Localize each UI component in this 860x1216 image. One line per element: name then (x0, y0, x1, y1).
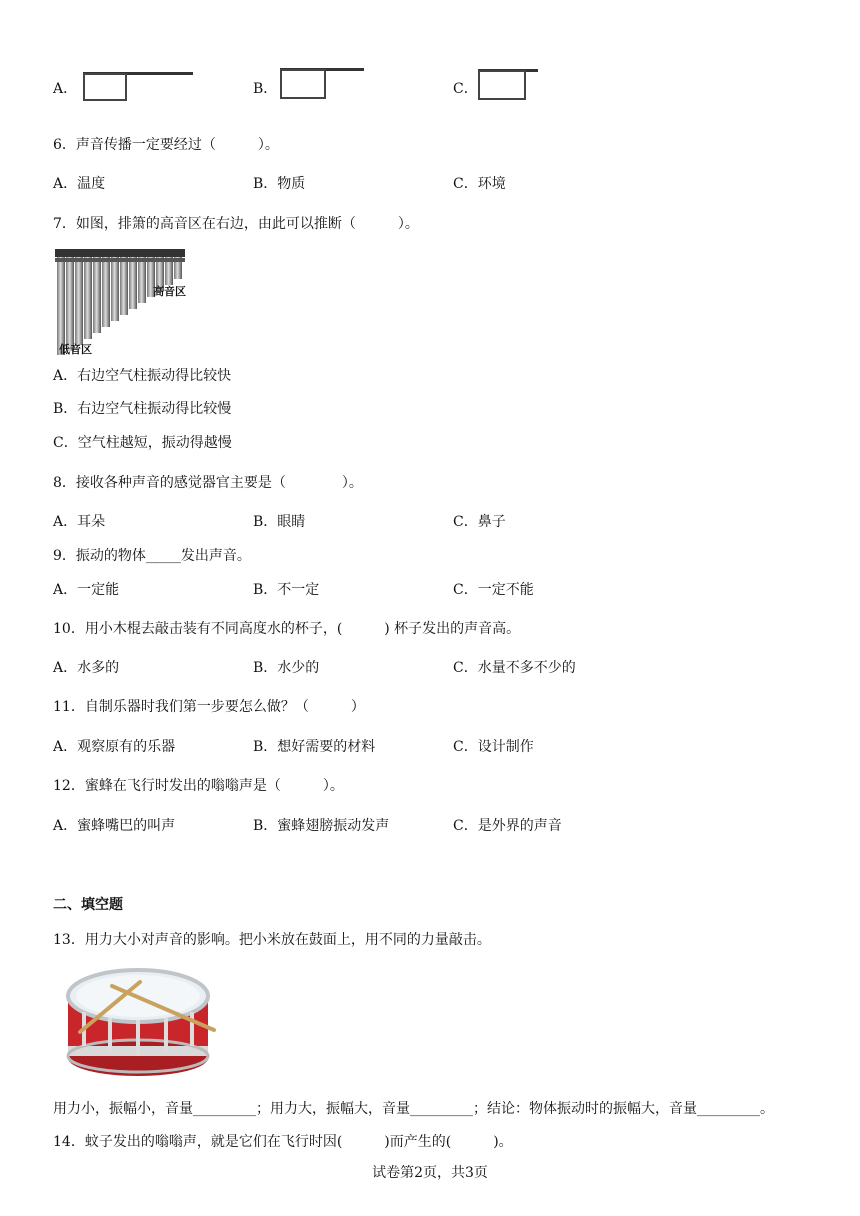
q12-option-c: C．是外界的声音 (453, 818, 562, 834)
q7-stem: 7．如图，排箫的高音区在右边，由此可以推断（ ）。 (53, 216, 419, 232)
drum-image (60, 960, 220, 1084)
section-title-fill-in: 二、填空题 (53, 897, 123, 913)
q12-option-a: A．蜜蜂嘴巴的叫声 (53, 818, 176, 834)
q5-option-c-figure (478, 69, 538, 101)
q9-option-c: C．一定不能 (453, 582, 534, 598)
q6-stem: 6．声音传播一定要经过（ ）。 (53, 137, 279, 153)
q5-option-a-figure (83, 70, 193, 102)
q8-stem: 8．接收各种声音的感觉器官主要是（ ）。 (53, 475, 363, 491)
q9-option-b: B．不一定 (253, 582, 320, 598)
q9-stem: 9．振动的物体_____发出声音。 (53, 548, 251, 564)
q10-option-c: C．水量不多不少的 (453, 660, 576, 676)
q8-option-b: B．眼睛 (253, 514, 306, 530)
q5-option-c-label: C． (453, 81, 478, 97)
q7-option-c: C．空气柱越短，振动得越慢 (53, 435, 232, 451)
q6-option-a: A．温度 (53, 176, 106, 192)
q8-option-c: C．鼻子 (453, 514, 506, 530)
q12-option-b: B．蜜蜂翅膀振动发声 (253, 818, 390, 834)
q11-option-c: C．设计制作 (453, 739, 534, 755)
q10-stem: 10．用小木棍去敲击装有不同高度水的杯子，( ) 杯子发出的声音高。 (53, 621, 521, 637)
q13-stem: 13．用力大小对声音的影响。把小米放在鼓面上，用不同的力量敲击。 (53, 932, 491, 948)
page-footer: 试卷第2页，共3页 (372, 1165, 488, 1181)
panpipe-high-label: 高音区 (153, 285, 186, 298)
q9-option-a: A．一定能 (53, 582, 120, 598)
q11-option-b: B．想好需要的材料 (253, 739, 376, 755)
q13-answer-line: 用力小，振幅小，音量_________；用力大，振幅大，音量_________；结论：物体振动时的振幅大，音量_________。 (53, 1101, 774, 1117)
q8-option-a: A．耳朵 (53, 514, 106, 530)
q6-option-b: B．物质 (253, 176, 306, 192)
q6-option-c: C．环境 (453, 176, 506, 192)
q7-option-b: B．右边空气柱振动得比较慢 (53, 401, 232, 417)
q5-option-b-figure (280, 68, 364, 100)
q5-option-b-label: B． (253, 81, 278, 97)
panpipe-image (55, 243, 195, 357)
q12-stem: 12．蜜蜂在飞行时发出的嗡嗡声是（ ）。 (53, 778, 344, 794)
panpipe-low-label: 低音区 (59, 343, 92, 356)
q11-stem: 11．自制乐器时我们第一步要怎么做？（ ） (53, 699, 365, 715)
q14-stem: 14．蚊子发出的嗡嗡声，就是它们在飞行时因( )而产生的( )。 (53, 1134, 513, 1150)
q7-option-a: A．右边空气柱振动得比较快 (53, 368, 232, 384)
q5-option-a-label: A． (53, 81, 78, 97)
q10-option-a: A．水多的 (53, 660, 120, 676)
q11-option-a: A．观察原有的乐器 (53, 739, 176, 755)
q10-option-b: B．水少的 (253, 660, 320, 676)
